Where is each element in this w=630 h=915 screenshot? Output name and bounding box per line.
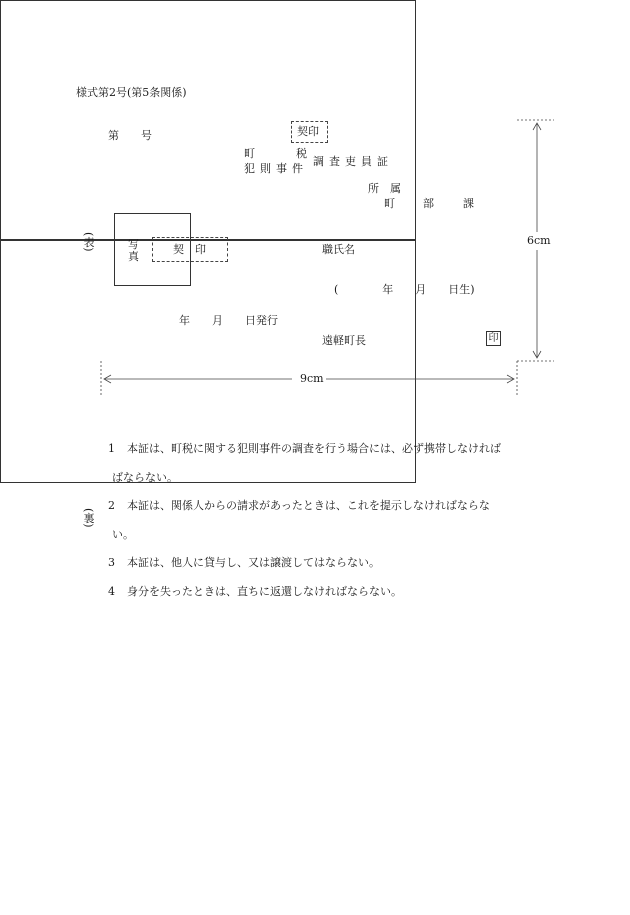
note-4-num: 4 [108, 585, 115, 598]
note-2 [108, 497, 490, 513]
title-line2: 犯則事件 [244, 162, 308, 175]
note-1 [108, 440, 501, 456]
title-main: 調査吏員証 [313, 155, 393, 168]
note-3-line1: 本証は、他人に貸与し、又は譲渡してはならない。 [127, 556, 380, 569]
front-side-label: (表) [82, 232, 95, 252]
form-title: 様式第2号(第5条関係) [76, 86, 187, 99]
note-3-num: 3 [108, 556, 115, 569]
dim-height-label: 6cm [527, 234, 551, 247]
note-2-cont: い。 [112, 528, 134, 541]
photo-label-2: 真 [128, 250, 139, 263]
dept-ka: 課 [463, 197, 474, 210]
photo-label-1: 写 [128, 238, 139, 251]
note-2-num: 2 [108, 499, 115, 512]
note-1-cont: ばならない。 [112, 471, 178, 484]
note-2-line1: 本証は、関係人からの請求があったときは、これを提示しなければならな [127, 499, 490, 512]
note-1-line1: 本証は、町税に関する犯則事件の調査を行う場合には、必ず携帯しなければ [127, 442, 501, 455]
issue-date-line: 年 月 日発行 [179, 314, 278, 327]
seal-mark: 印 [486, 331, 501, 346]
dim-width-label: 9cm [300, 372, 324, 385]
name-label: 職氏名 [322, 243, 355, 256]
back-side-label: (裏) [82, 508, 95, 528]
issuer-label: 遠軽町長 [322, 334, 366, 347]
title-line1-left: 町 [244, 147, 255, 160]
note-3 [108, 554, 380, 570]
affiliation-label: 所 属 [368, 182, 401, 195]
title-line1-right: 税 [296, 147, 307, 160]
birth-date-line: ( 年 月 日生) [334, 283, 475, 296]
note-1-num: 1 [108, 442, 115, 455]
certificate-number-label: 第 号 [108, 129, 152, 142]
dept-bu: 部 [423, 197, 434, 210]
note-4 [108, 583, 402, 599]
photo-stamp-text: 契 印 [173, 243, 206, 256]
stamp-top-text: 契印 [297, 125, 319, 138]
note-4-line1: 身分を失ったときは、直ちに返還しなければならない。 [127, 585, 402, 598]
dept-town: 町 [384, 197, 395, 210]
